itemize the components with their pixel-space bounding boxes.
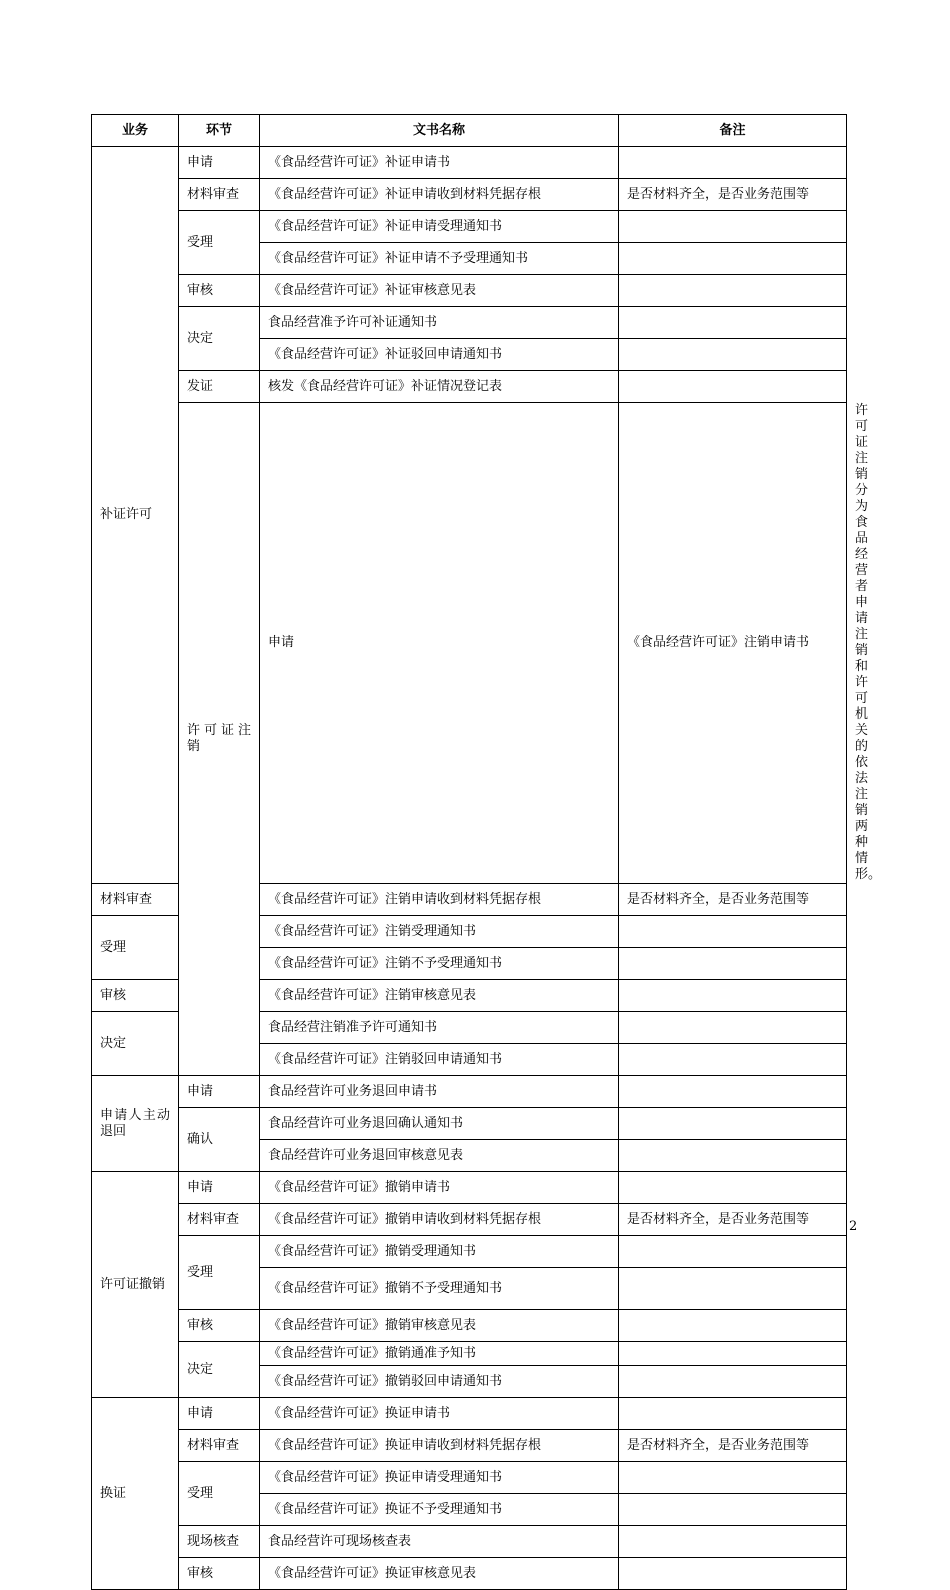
table-row xyxy=(92,1172,847,1204)
document-title-cell: 《食品经营许可证》撤销通准予知书 xyxy=(260,1342,619,1366)
stage-cell: 审核 xyxy=(179,275,260,307)
document-title-cell: 《食品经营许可证》撤销审核意见表 xyxy=(260,1310,619,1342)
remark-cell xyxy=(619,1268,847,1310)
document-table xyxy=(91,114,882,1590)
table-row xyxy=(92,1342,847,1366)
remark-cell xyxy=(619,147,847,179)
document-title-cell: 《食品经营许可证》撤销不予受理通知书 xyxy=(260,1268,619,1310)
document-title-cell: 食品经营许可业务退回审核意见表 xyxy=(260,1140,619,1172)
table-row xyxy=(92,1236,847,1268)
stage-cell: 申请 xyxy=(179,1398,260,1430)
document-title-cell: 《食品经营许可证》换证申请收到材料凭据存根 xyxy=(260,1430,619,1462)
stage-cell: 确认 xyxy=(179,1108,260,1172)
document-title-cell: 《食品经营许可证》注销受理通知书 xyxy=(260,916,619,948)
table-row xyxy=(92,307,847,339)
remark-cell xyxy=(619,1044,847,1076)
stage-cell: 受理 xyxy=(92,916,179,980)
remark-cell: 是否材料齐全，是否业务范围等 xyxy=(619,179,847,211)
document-title-cell: 《食品经营许可证》注销申请收到材料凭据存根 xyxy=(260,884,619,916)
page-number: 2 xyxy=(849,1219,858,1234)
table-row xyxy=(92,1204,847,1236)
stage-cell: 申请 xyxy=(179,1172,260,1204)
remark-cell xyxy=(619,1310,847,1342)
stage-cell: 发证 xyxy=(179,371,260,403)
stage-cell: 材料审查 xyxy=(179,1430,260,1462)
header-document-name: 文书名称 xyxy=(260,115,619,147)
document-title-cell: 核发《食品经营许可证》补证情况登记表 xyxy=(260,371,619,403)
stage-cell: 审核 xyxy=(179,1310,260,1342)
remark-cell xyxy=(619,1366,847,1398)
remark-cell xyxy=(619,1236,847,1268)
document-title-cell: 《食品经营许可证》撤销驳回申请通知书 xyxy=(260,1366,619,1398)
document-title-cell: 《食品经营许可证》撤销申请书 xyxy=(260,1172,619,1204)
business-cell: 申请人主动退回 xyxy=(92,1076,179,1172)
stage-cell: 受理 xyxy=(179,1236,260,1310)
header-stage: 环节 xyxy=(179,115,260,147)
business-cell: 许可证注销 xyxy=(179,403,260,1076)
table-row: 许可证注销 申请 《食品经营许可证》注销申请书 许可证注销分为食品经营者申请注销和许可机关的依法注销两种情形。 xyxy=(92,403,847,884)
document-title-cell: 食品经营许可业务退回确认通知书 xyxy=(260,1108,619,1140)
remark-cell xyxy=(619,243,847,275)
remark-cell: 是否材料齐全，是否业务范围等 xyxy=(619,1204,847,1236)
document-title-cell: 《食品经营许可证》撤销受理通知书 xyxy=(260,1236,619,1268)
remark-cell xyxy=(619,1012,847,1044)
table-row xyxy=(92,211,847,243)
table-row xyxy=(92,371,847,403)
document-title-cell: 《食品经营许可证》换证审核意见表 xyxy=(260,1558,619,1590)
table-row xyxy=(92,1430,847,1462)
remark-cell xyxy=(619,1494,847,1526)
remark-cell xyxy=(619,1172,847,1204)
remark-cell xyxy=(619,1342,847,1366)
business-cell: 补证许可 xyxy=(92,147,179,884)
table-row xyxy=(92,1398,847,1430)
document-title-cell: 食品经营许可现场核查表 xyxy=(260,1526,619,1558)
stage-cell: 申请 xyxy=(179,147,260,179)
remark-cell xyxy=(619,1108,847,1140)
document-title-cell: 《食品经营许可证》补证申请受理通知书 xyxy=(260,211,619,243)
stage-cell: 决定 xyxy=(179,307,260,371)
stage-cell: 申请 xyxy=(260,403,619,884)
remark-cell xyxy=(619,1462,847,1494)
document-title-cell: 《食品经营许可证》换证申请书 xyxy=(260,1398,619,1430)
stage-cell: 申请 xyxy=(179,1076,260,1108)
remark-cell xyxy=(619,916,847,948)
document-title-cell: 《食品经营许可证》注销不予受理通知书 xyxy=(260,948,619,980)
table-row xyxy=(92,179,847,211)
remark-cell: 是否材料齐全，是否业务范围等 xyxy=(619,1430,847,1462)
document-title-cell: 食品经营许可业务退回申请书 xyxy=(260,1076,619,1108)
document-title-cell: 《食品经营许可证》补证申请收到材料凭据存根 xyxy=(260,179,619,211)
document-title-cell: 《食品经营许可证》注销申请书 xyxy=(619,403,847,884)
stage-cell: 受理 xyxy=(179,211,260,275)
stage-cell: 受理 xyxy=(179,1462,260,1526)
remark-cell xyxy=(619,1398,847,1430)
document-title-cell: 《食品经营许可证》补证审核意见表 xyxy=(260,275,619,307)
header-remarks: 备注 xyxy=(619,115,847,147)
remark-cell xyxy=(619,339,847,371)
remark-cell xyxy=(619,371,847,403)
stage-cell: 材料审查 xyxy=(92,884,179,916)
remark-cell: 是否材料齐全，是否业务范围等 xyxy=(619,884,847,916)
remark-cell xyxy=(619,980,847,1012)
document-title-cell: 《食品经营许可证》补证申请不予受理通知书 xyxy=(260,243,619,275)
stage-cell: 决定 xyxy=(92,1012,179,1076)
document-title-cell: 《食品经营许可证》补证申请书 xyxy=(260,147,619,179)
business-cell: 换证 xyxy=(92,1398,179,1590)
table-row xyxy=(92,1558,847,1590)
header-row xyxy=(92,115,847,147)
stage-cell: 现场核查 xyxy=(179,1526,260,1558)
header-business: 业务 xyxy=(92,115,179,147)
document-title-cell: 《食品经营许可证》注销驳回申请通知书 xyxy=(260,1044,619,1076)
table-row xyxy=(92,1076,847,1108)
table-row xyxy=(92,1462,847,1494)
stage-cell: 审核 xyxy=(92,980,179,1012)
document-title-cell: 《食品经营许可证》注销审核意见表 xyxy=(260,980,619,1012)
table-row xyxy=(92,147,847,179)
remark-cell xyxy=(619,1140,847,1172)
remark-cell xyxy=(619,1526,847,1558)
remark-cell xyxy=(619,948,847,980)
stage-cell: 材料审查 xyxy=(179,179,260,211)
document-title-cell: 《食品经营许可证》换证申请受理通知书 xyxy=(260,1462,619,1494)
remark-cell xyxy=(619,211,847,243)
document-title-cell: 《食品经营许可证》补证驳回申请通知书 xyxy=(260,339,619,371)
document-title-cell: 食品经营准予许可补证通知书 xyxy=(260,307,619,339)
stage-cell: 决定 xyxy=(179,1342,260,1398)
stage-cell: 材料审查 xyxy=(179,1204,260,1236)
business-cell: 许可证撤销 xyxy=(92,1172,179,1398)
document-title-cell: 食品经营注销准予许可通知书 xyxy=(260,1012,619,1044)
remark-cell xyxy=(619,1076,847,1108)
remark-cell xyxy=(619,1558,847,1590)
table-row xyxy=(92,1310,847,1342)
stage-cell: 审核 xyxy=(179,1558,260,1590)
remark-cell xyxy=(619,275,847,307)
table-row xyxy=(92,1108,847,1140)
document-title-cell: 《食品经营许可证》换证不予受理通知书 xyxy=(260,1494,619,1526)
table-row xyxy=(92,275,847,307)
table-row xyxy=(92,1526,847,1558)
remark-cell xyxy=(619,307,847,339)
document-title-cell: 《食品经营许可证》撤销申请收到材料凭据存根 xyxy=(260,1204,619,1236)
